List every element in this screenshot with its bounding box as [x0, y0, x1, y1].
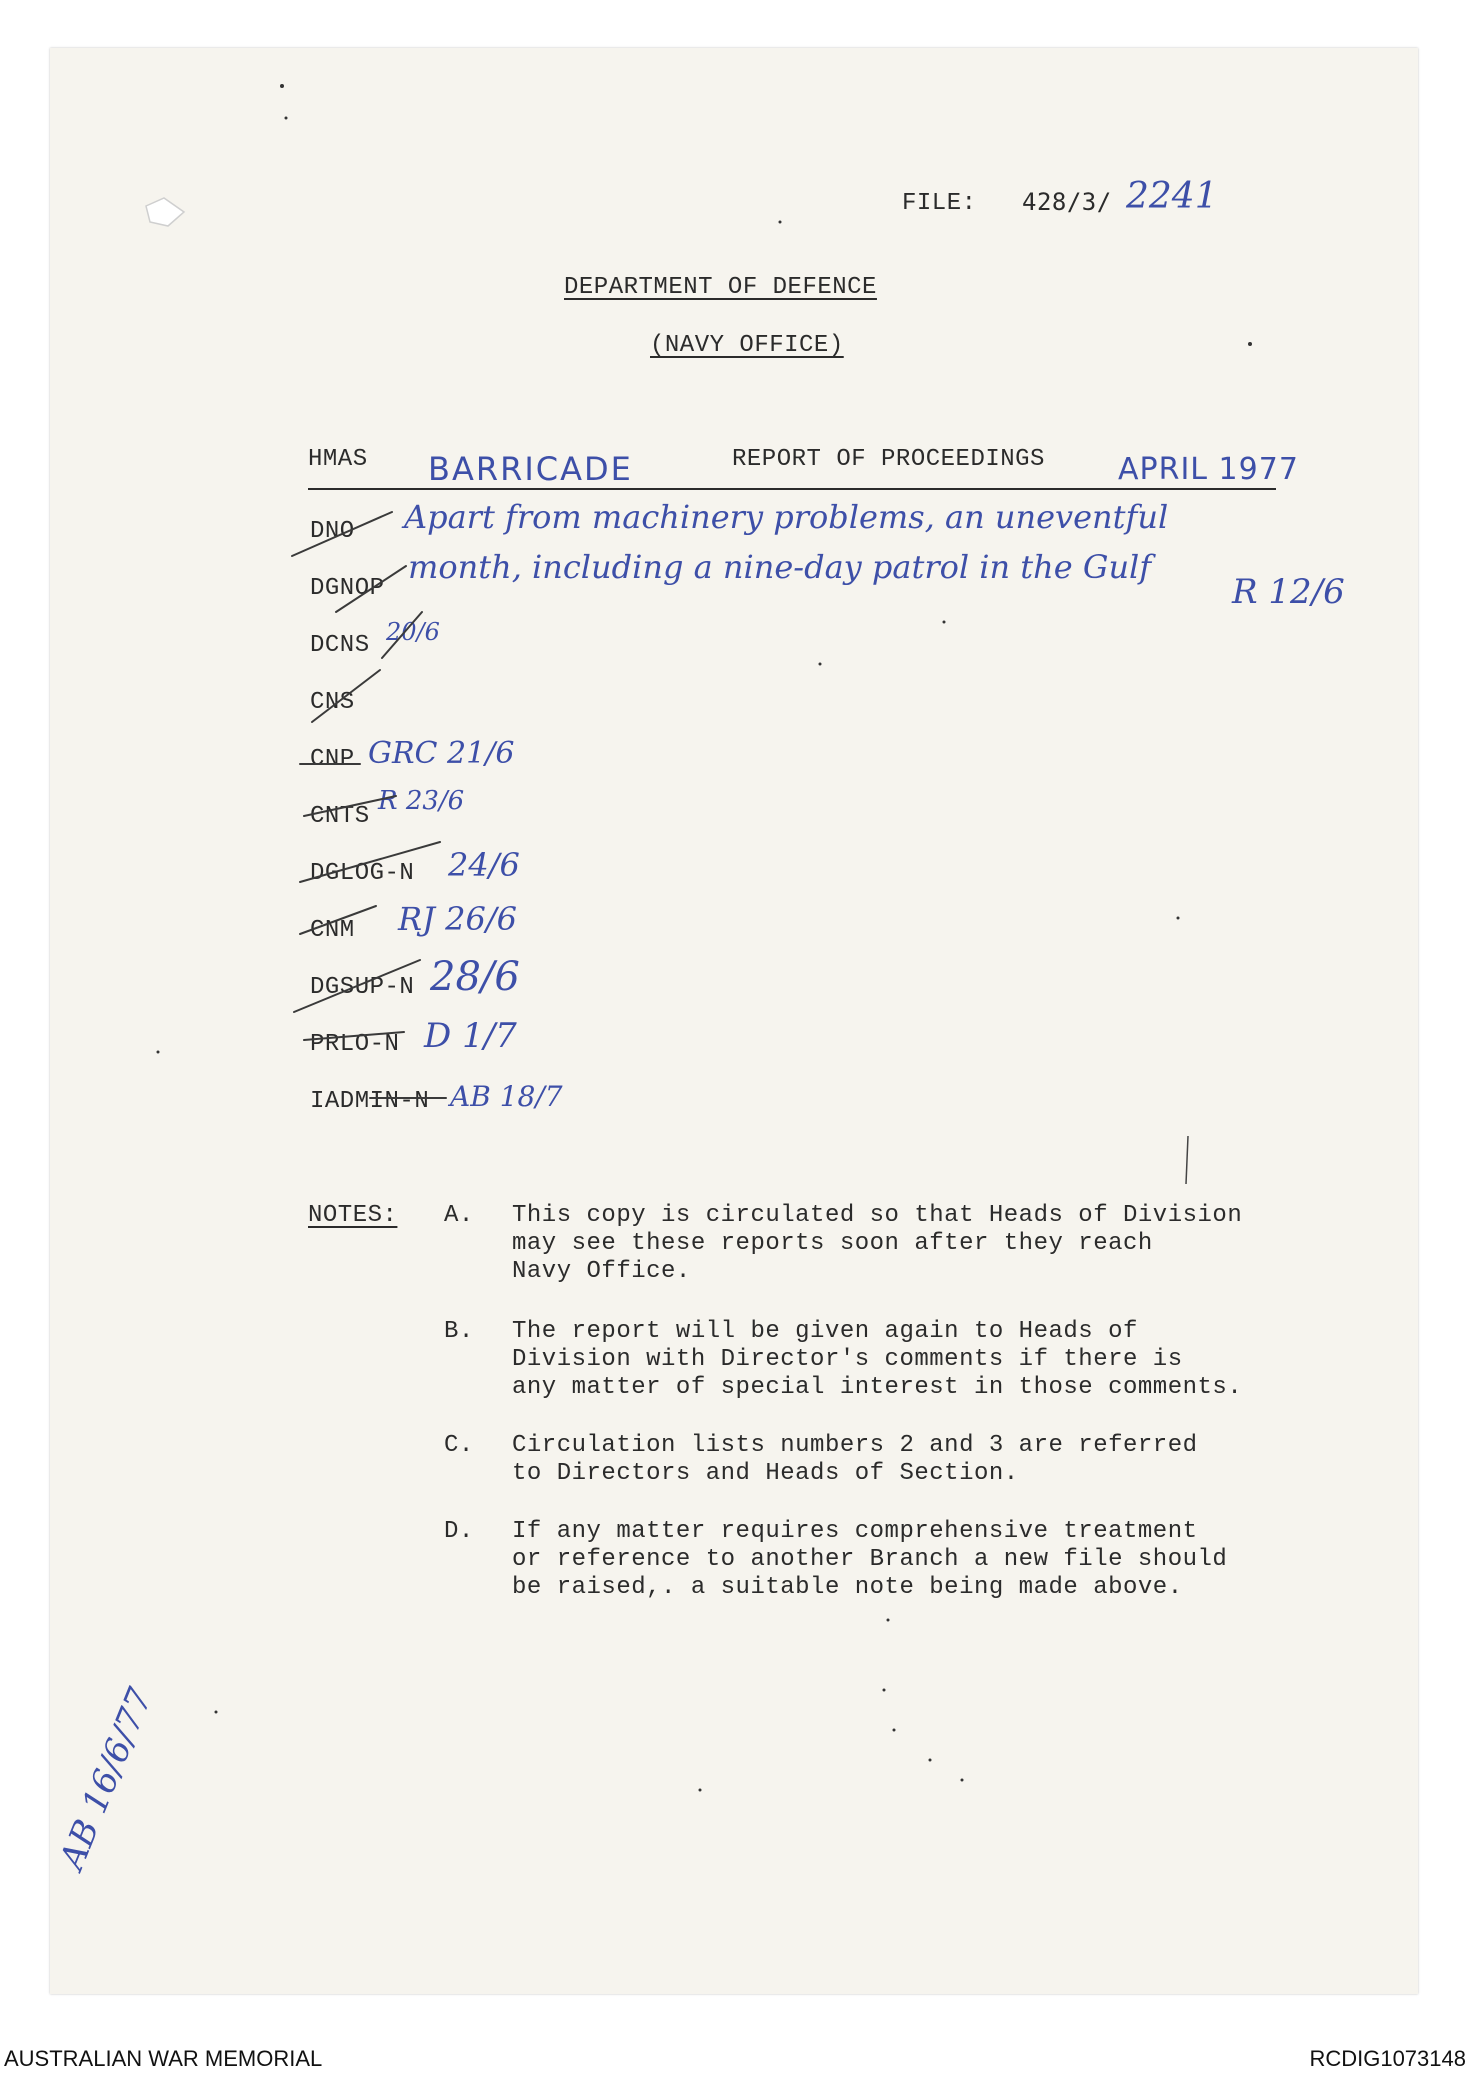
note-line: may see these reports soon after they reach — [512, 1230, 1153, 1257]
footer-record-id: RCDIG1073148 — [1309, 2046, 1466, 2071]
report-title: REPORT OF PROCEEDINGS — [732, 446, 1045, 473]
dist-code-dgsup-n: DGSUP-N — [310, 974, 415, 1001]
note-letter: A. — [444, 1202, 474, 1229]
report-period: APRIL 1977 — [1118, 452, 1299, 487]
department-heading: DEPARTMENT OF DEFENCE — [564, 274, 877, 301]
dist-initial-prlo-n: D 1/7 — [424, 1016, 517, 1056]
file-number-handwritten: 2241 — [1126, 176, 1218, 217]
file-number: 428/3/ — [1022, 188, 1112, 216]
dist-initial-dglog-n: 24/6 — [448, 846, 520, 884]
dist-code-dcns: DCNS — [310, 632, 370, 659]
ship-name: BARRICADE — [428, 450, 633, 488]
dist-code-cnm: CNM — [310, 917, 355, 944]
office-heading: (NAVY OFFICE) — [650, 332, 844, 359]
note-letter: B. — [444, 1318, 474, 1345]
dist-initial-cnts: R 23/6 — [378, 786, 465, 816]
dist-code-dgnop: DGNOP — [310, 575, 385, 602]
notes-label: NOTES: — [308, 1202, 398, 1229]
hmas-label: HMAS — [308, 446, 368, 473]
dist-initial-dgsup-n: 28/6 — [430, 954, 520, 1000]
dist-initial-dcns: 20/6 — [386, 618, 440, 646]
dist-code-cns: CNS — [310, 689, 355, 716]
dist-initial-cnm: RJ 26/6 — [398, 900, 517, 938]
dist-code-cnp: CNP — [310, 746, 355, 773]
note-line: If any matter requires comprehensive treatment — [512, 1518, 1198, 1545]
note-letter: D. — [444, 1518, 474, 1545]
header-rule — [308, 488, 1276, 490]
dist-code-cnts: CNTS — [310, 803, 370, 830]
margin-initial-annotation: AB 16/6/77 — [52, 1682, 161, 1875]
summary-line-2: month, including a nine-day patrol in the Gulf — [408, 548, 1152, 586]
note-letter: C. — [444, 1432, 474, 1459]
note-line: Division with Director's comments if there is — [512, 1346, 1183, 1373]
summary-line-1: Apart from machinery problems, an uneventful — [404, 498, 1169, 536]
dist-initial-iadmin-n: AB 18/7 — [450, 1080, 563, 1113]
dist-code-dglog-n: DGLOG-N — [310, 860, 415, 887]
note-line: This copy is circulated so that Heads of Division — [512, 1202, 1243, 1229]
dist-code-dno: DNO — [310, 518, 355, 545]
note-line: Circulation lists numbers 2 and 3 are referred — [512, 1432, 1198, 1459]
file-label: FILE: — [902, 190, 977, 217]
note-line: or reference to another Branch a new file should — [512, 1546, 1228, 1573]
note-line: Navy Office. — [512, 1258, 691, 1285]
note-line: to Directors and Heads of Section. — [512, 1460, 1019, 1487]
dist-code-iadmin-n: IADMIN-N — [310, 1088, 430, 1115]
footer-archive-name: AUSTRALIAN WAR MEMORIAL — [4, 2046, 323, 2071]
note-line: The report will be given again to Heads of — [512, 1318, 1138, 1345]
dist-initial-cnp: GRC 21/6 — [368, 736, 515, 771]
dist-code-prlo-n: PRLO-N — [310, 1031, 400, 1058]
summary-initials: R 12/6 — [1232, 572, 1345, 612]
note-line: any matter of special interest in those comments. — [512, 1374, 1243, 1401]
note-line: be raised,. a suitable note being made above. — [512, 1574, 1183, 1601]
